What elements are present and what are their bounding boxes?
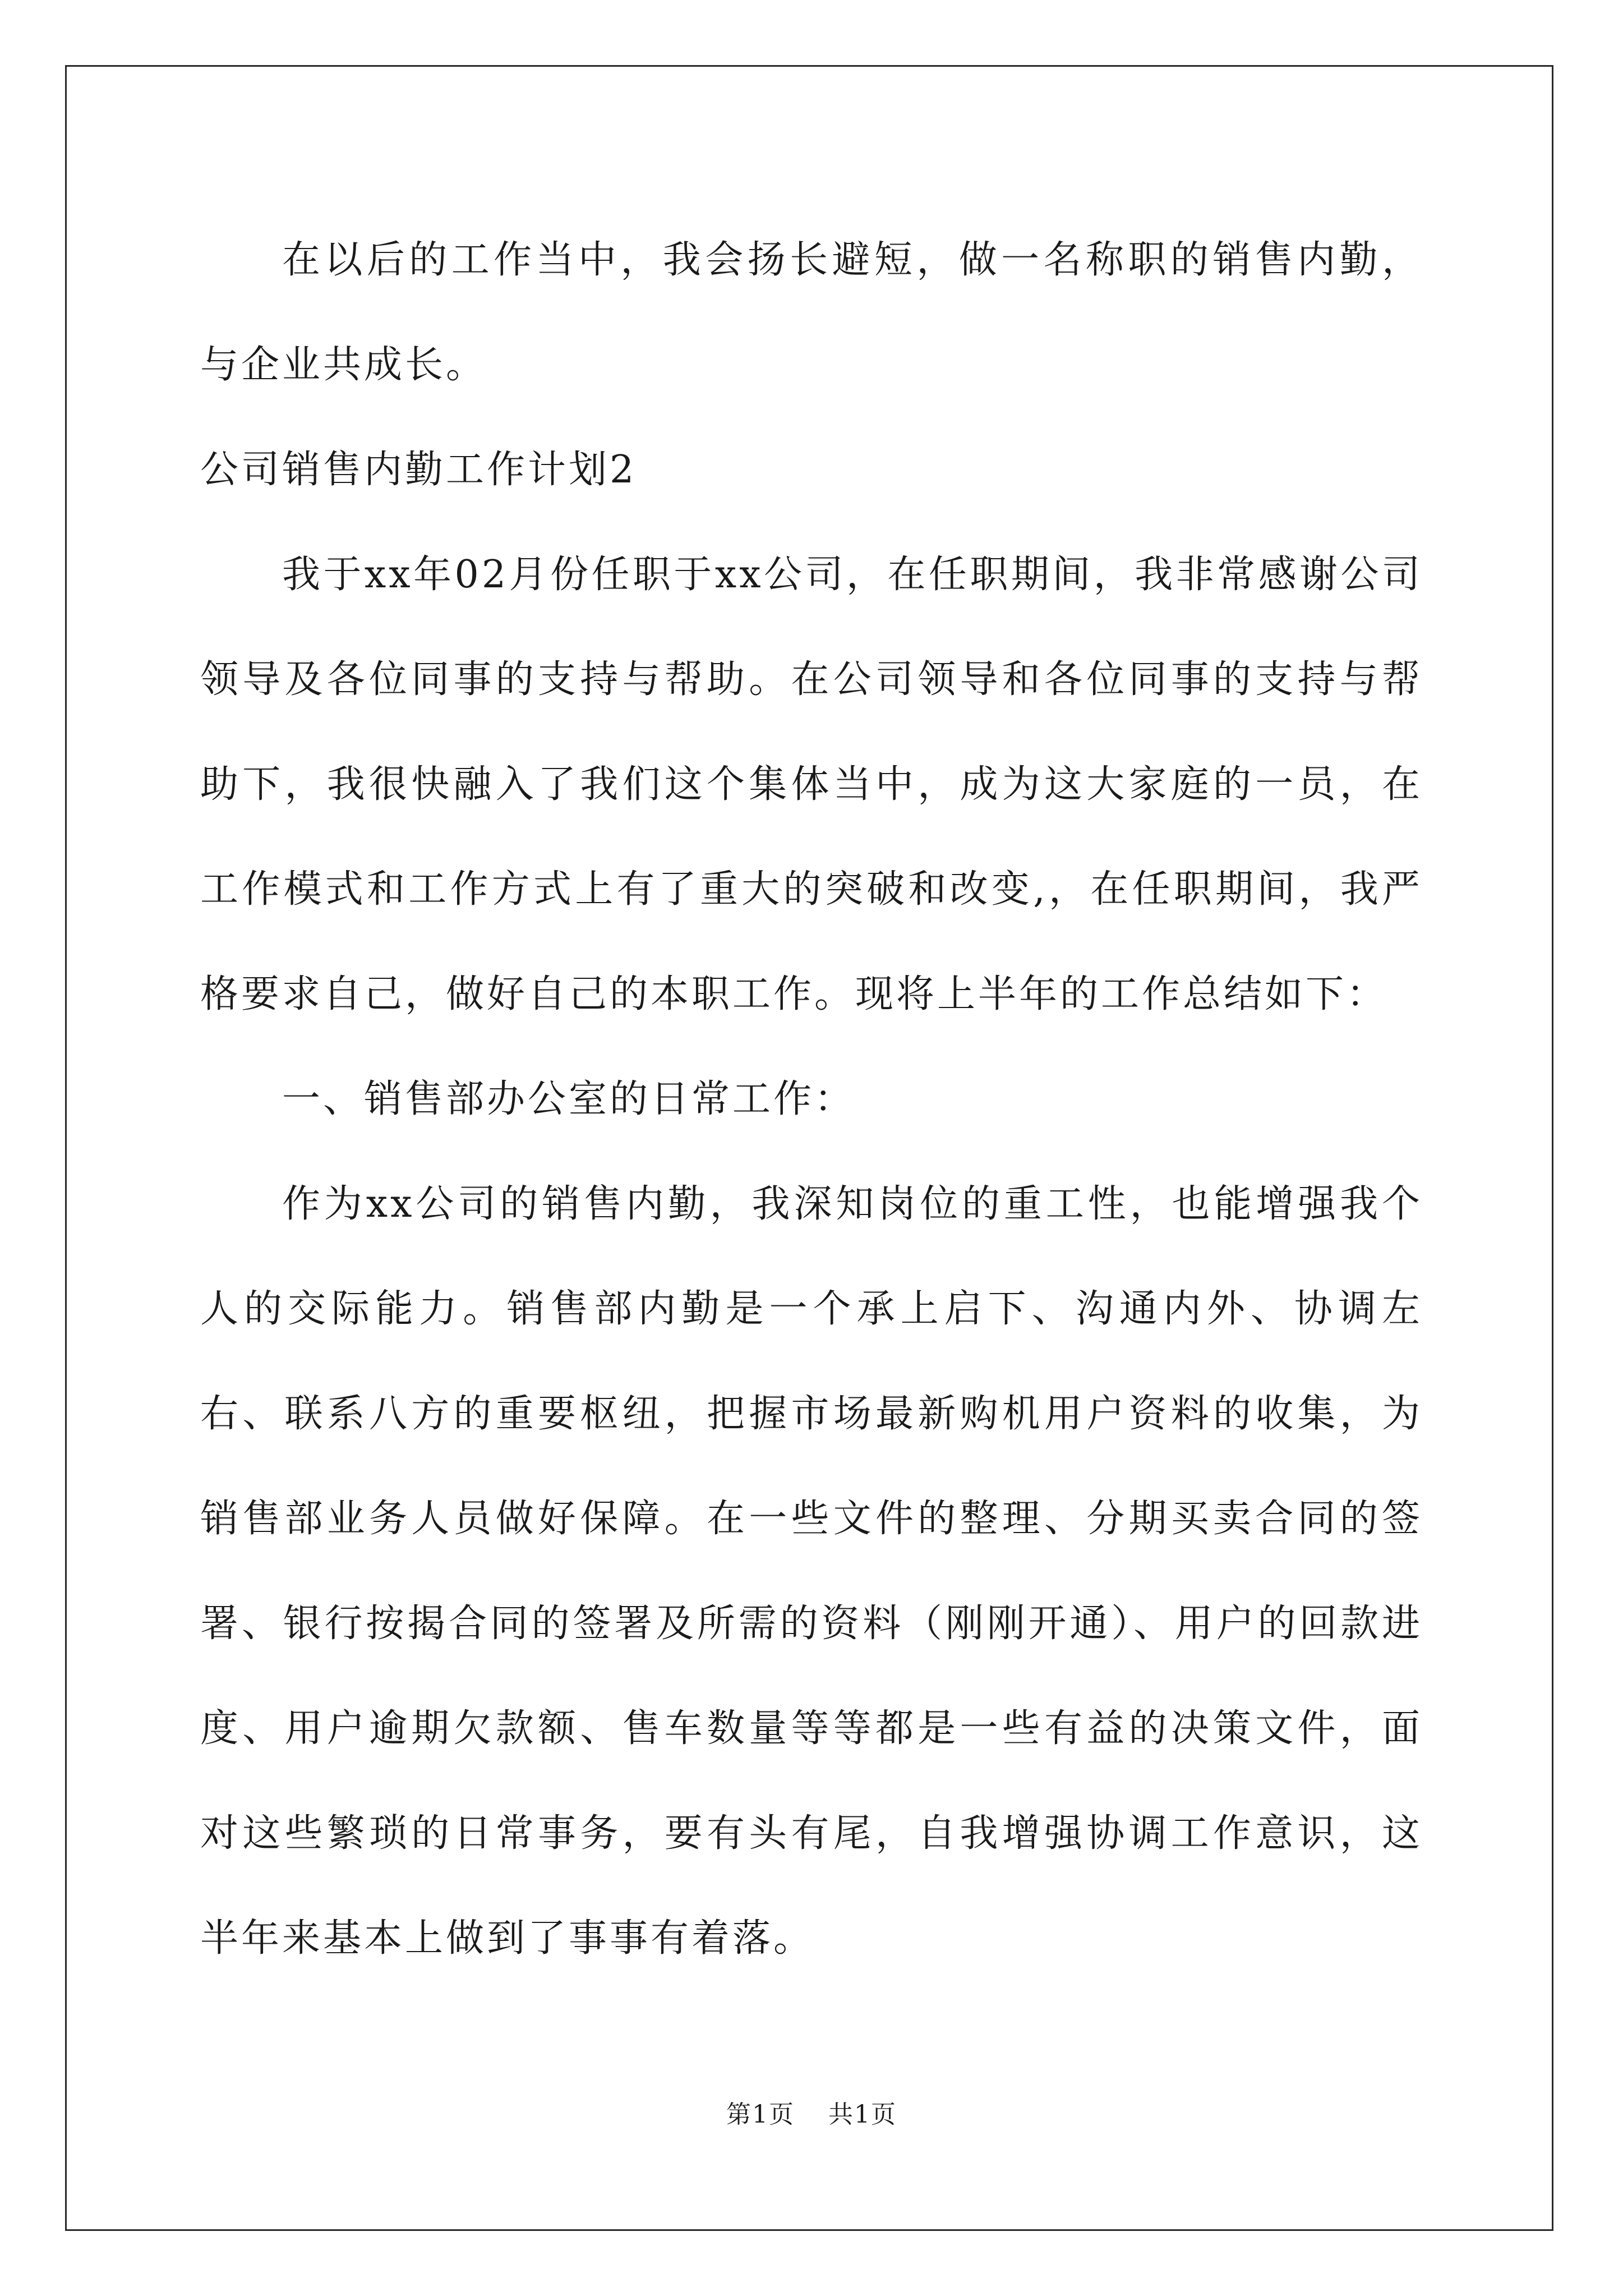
paragraph-daily-work: 作为xx公司的销售内勤，我深知岗位的重工性，也能增强我个人的交际能力。销售部内勤是一个承上启下、沟通内外、协调左右、联系八方的重要枢纽，把握市场最新购机用户资料的收集，为销售部业务人员做好保障。在一些文件的整理、分期买卖合同的签署、银行按揭合同的签署及所需的资料（刚刚开通）、用户的回款进度、用户逾期欠款额、售车数量等等都是一些有益的决策文件，面对这些繁琐的日常事务，要有头有尾，自我增强协调工作意识，这半年来基本上做到了事事有着落。 [200,1182,1423,1961]
section-heading: 公司销售内勤工作计划2 [200,448,637,492]
page-number: 第1页 [726,2100,795,2129]
page-total: 共1页 [828,2100,897,2129]
paragraph-intro: 我于xx年02月份任职于xx公司，在任职期间，我非常感谢公司领导及各位同事的支持与帮助。在公司领导和各位同事的支持与帮助下，我很快融入了我们这个集体当中，成为这大家庭的一员，在工作模式和工作方式上有了重大的突破和改变,，在任职期间，我严格要求自己，做好自己的本职工作。现将上半年的工作总结如下： [200,553,1423,1016]
paragraph-closing: 在以后的工作当中，我会扬长避短，做一名称职的销售内勤，与企业共成长。 [200,238,1423,387]
paragraph-subheading: 一、销售部办公室的日常工作： [282,1077,856,1121]
page-footer [0,2098,1623,2132]
document-body [200,208,1423,1991]
